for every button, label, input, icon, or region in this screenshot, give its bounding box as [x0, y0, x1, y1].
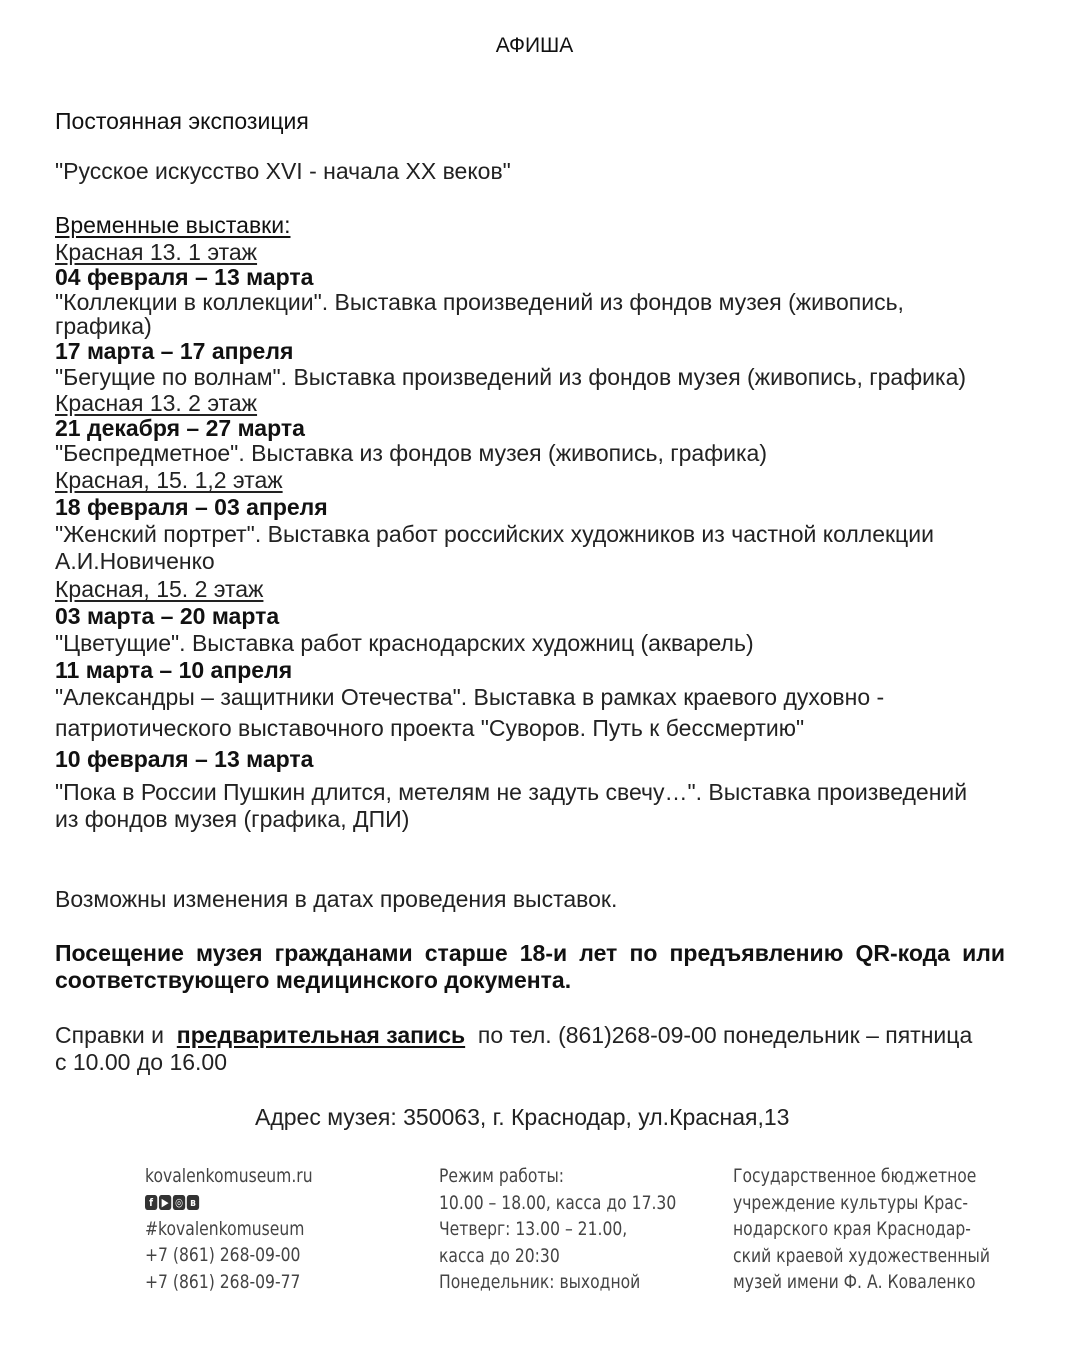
exhibition-5: "Цветущие". Выставка работ краснодарских художниц (акварель) [55, 630, 754, 656]
phone-1: +7 (861) 268-09-00 [145, 1244, 301, 1266]
footer-org [733, 1163, 990, 1296]
hashtag: #kovalenkomuseum [145, 1217, 305, 1240]
exhibition-7-line-2: из фондов музея (графика, ДПИ) [55, 806, 410, 832]
exhibition-6-line-2: патриотического выставочного проекта "Суворов. Путь к бессмертию" [55, 715, 805, 741]
visit-rule-line-1: Посещение музея гражданами старше 18-и лет по предъявлению QR-кода или [55, 940, 1005, 966]
website-link[interactable]: kovalenkomuseum.ru [145, 1165, 313, 1187]
exhibition-4-line-2: А.И.Новиченко [55, 548, 215, 574]
date-7: 10 февраля – 13 марта [55, 746, 314, 772]
org-line-2: учреждение культуры Крас- [733, 1191, 969, 1214]
phone-2: +7 (861) 268-09-77 [145, 1270, 301, 1293]
info-hours: с 10.00 до 16.00 [55, 1049, 227, 1075]
page-title: АФИША [495, 34, 574, 57]
pre-registration-link[interactable]: предварительная запись [176, 1022, 466, 1048]
date-6: 11 марта – 10 апреля [55, 657, 293, 683]
permanent-heading: Постоянная экспозиция [55, 108, 309, 134]
footer-hours [439, 1163, 676, 1296]
date-5: 03 марта – 20 марта [55, 603, 280, 629]
info-suffix: по тел. (861)268-09-00 понедельник – пятница [477, 1022, 973, 1048]
social-icons [145, 1190, 313, 1216]
info-prefix: Справки и [55, 1022, 165, 1048]
hours-thursday: Четверг: 13.00 – 21.00, [439, 1218, 628, 1240]
vk-icon[interactable]: в [187, 1195, 199, 1210]
permanent-exhibition: "Русское искусство XVI - начала XX веков" [55, 158, 511, 184]
date-2: 17 марта – 17 апреля [55, 338, 294, 364]
location-2: Красная 13. 2 этаж [55, 390, 258, 416]
location-4: Красная, 15. 2 этаж [55, 576, 264, 602]
exhibition-1-line-2: графика) [55, 313, 152, 339]
exhibition-4-line-1: "Женский портрет". Выставка работ российских художников из частной коллекции [55, 521, 934, 547]
hours-title: Режим работы: [439, 1165, 565, 1187]
exhibition-6-line-1: "Александры – защитники Отечества". Выставка в рамках краевого духовно - [55, 684, 885, 710]
exhibition-7-line-1: "Пока в России Пушкин длится, метелям не задуть свечу…". Выставка произведений [55, 779, 968, 805]
exhibition-1-line-1: "Коллекции в коллекции". Выставка произведений из фондов музея (живопись, [55, 289, 904, 315]
org-line-4: ский краевой художественный [733, 1244, 990, 1267]
date-4: 18 февраля – 03 апреля [55, 494, 328, 520]
visit-rule-line-2: соответствующего медицинского документа. [55, 967, 572, 993]
exhibition-2: "Бегущие по волнам". Выставка произведений из фондов музея (живопись, графика) [55, 364, 967, 390]
temporary-heading: Временные выставки: [55, 212, 291, 238]
hours-weekday: 10.00 – 18.00, касса до 17.30 [439, 1191, 677, 1214]
hours-thursday-cash: касса до 20:30 [439, 1244, 560, 1267]
youtube-icon[interactable]: ▶ [159, 1195, 171, 1210]
org-line-5: музей имени Ф. А. Коваленко [733, 1271, 976, 1293]
facebook-icon[interactable]: f [145, 1195, 157, 1210]
date-3: 21 декабря – 27 марта [55, 415, 305, 441]
instagram-icon[interactable]: ◎ [173, 1195, 185, 1210]
museum-address: Адрес музея: 350063, г. Краснодар, ул.Красная,13 [255, 1104, 790, 1130]
hours-monday: Понедельник: выходной [439, 1271, 641, 1293]
org-line-3: нодарского края Краснодар- [733, 1218, 971, 1240]
location-1: Красная 13. 1 этаж [55, 239, 258, 265]
changes-notice: Возможны изменения в датах проведения выставок. [55, 886, 618, 912]
footer-contacts [145, 1163, 313, 1295]
date-1: 04 февраля – 13 марта [55, 264, 314, 290]
location-3: Красная, 15. 1,2 этаж [55, 467, 283, 493]
exhibition-3: "Беспредметное". Выставка из фондов музея (живопись, графика) [55, 440, 768, 466]
org-line-1: Государственное бюджетное [733, 1165, 977, 1187]
info-line [55, 1022, 972, 1048]
